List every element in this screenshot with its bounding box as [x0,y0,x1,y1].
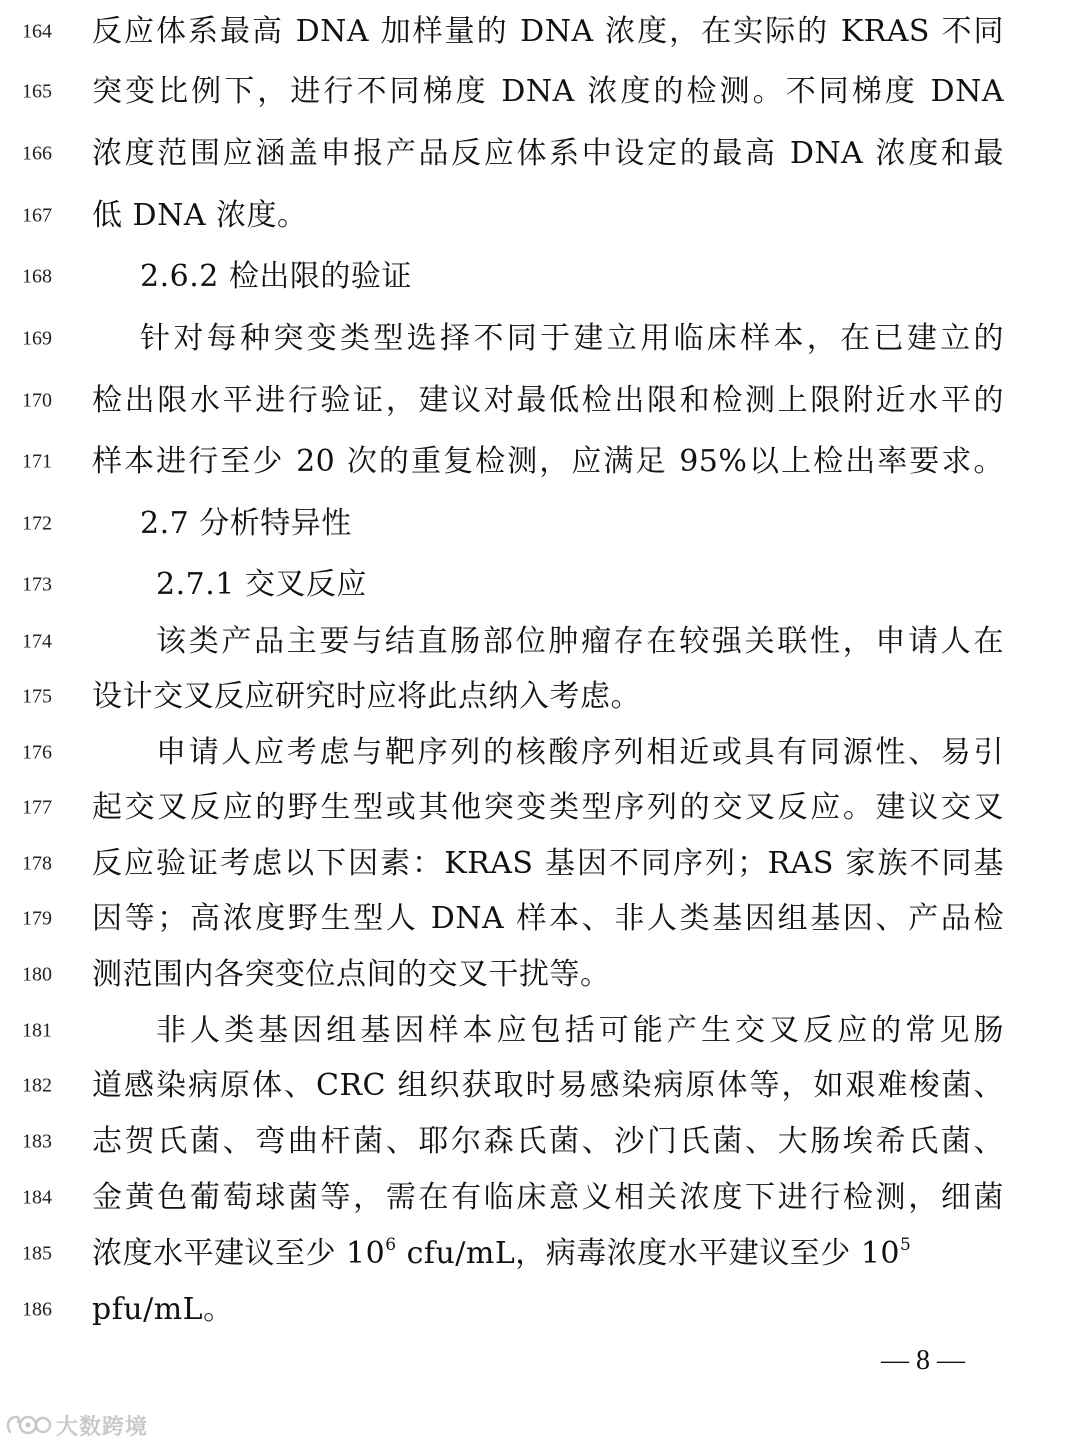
line-number: 180 [22,963,52,986]
text-line [0,4,1080,60]
line-number: 175 [22,685,52,708]
text-line [0,725,1080,781]
line-text: 反应体系最高 DNA 加样量的 DNA 浓度，在实际的 KRAS 不同 [92,14,1004,49]
text-line [0,1226,1080,1282]
line-number: 182 [22,1074,52,1097]
line-text: 志贺氏菌、弯曲杆菌、耶尔森氏菌、沙门氏菌、大肠埃希氏菌、 [92,1124,1004,1159]
section-heading: 2.7 分析特异性 [140,506,352,541]
text-line [0,1170,1080,1226]
line-text [92,1234,1004,1274]
line-number: 164 [22,20,52,43]
text-line [0,64,1080,120]
text-line [0,891,1080,947]
line-text: 样本进行至少 20 次的重复检测，应满足 95%以上检出率要求。 [92,444,1004,479]
line-number: 167 [22,204,52,227]
line-number: 176 [22,741,52,764]
text-line [0,780,1080,836]
section-heading: 2.6.2 检出限的验证 [140,259,412,294]
line-number: 174 [22,630,52,653]
text-line [0,947,1080,1003]
line-text: 金黄色葡萄球菌等，需在有临床意义相关浓度下进行检测，细菌 [92,1180,1004,1215]
text-line [0,434,1080,490]
text-line [0,1114,1080,1170]
text-line [0,311,1080,367]
line-number: 177 [22,796,52,819]
line-text: 起交叉反应的野生型或其他突变类型序列的交叉反应。建议交叉 [92,790,1004,825]
line-number: 170 [22,389,52,412]
line-number: 166 [22,142,52,165]
line-text: 因等；高浓度野生型人 DNA 样本、非人类基因组基因、产品检 [92,901,1004,936]
text-line [0,373,1080,429]
line-text: pfu/mL。 [92,1292,234,1327]
line-number: 173 [22,573,52,596]
text-line [0,614,1080,670]
line-number: 179 [22,907,52,930]
line-text: 测范围内各突变位点间的交叉干扰等。 [92,957,611,992]
text-line [0,1282,1080,1338]
line-text: 设计交叉反应研究时应将此点纳入考虑。 [92,679,641,714]
line-text: 申请人应考虑与靶序列的核酸序列相近或具有同源性、易引 [156,735,1004,770]
line-text: 该类产品主要与结直肠部位肿瘤存在较强关联性，申请人在 [156,624,1004,659]
watermark [4,1408,148,1442]
line-number: 184 [22,1186,52,1209]
text-line [0,188,1080,244]
line-number: 171 [22,450,52,473]
line-number: 165 [22,80,52,103]
section-heading: 2.7.1 交叉反应 [156,567,367,602]
text-line [0,557,1080,613]
text-line [0,496,1080,552]
line-number: 181 [22,1019,52,1042]
text-line [0,126,1080,182]
line-number: 169 [22,327,52,350]
line-text: 浓度范围应涵盖申报产品反应体系中设定的最高 DNA 浓度和最 [92,136,1004,171]
text-line [0,1003,1080,1059]
line-text: 反应验证考虑以下因素：KRAS 基因不同序列；RAS 家族不同基 [92,846,1004,881]
line-text: 针对每种突变类型选择不同于建立用临床样本，在已建立的 [140,321,1004,356]
line-number: 178 [22,852,52,875]
watermark-logo-icon [4,1412,52,1438]
line-text-part: 浓度水平建议至少 10 [92,1236,386,1271]
superscript: 5 [900,1235,912,1255]
text-line [0,836,1080,892]
line-number: 172 [22,512,52,535]
line-text: 低 DNA 浓度。 [92,198,308,233]
line-number: 185 [22,1242,52,1265]
page-number: — 8 — [881,1345,965,1376]
line-number: 183 [22,1130,52,1153]
line-number: 186 [22,1298,52,1321]
superscript: 6 [385,1235,397,1255]
text-line [0,1058,1080,1114]
text-line [0,249,1080,305]
line-text: 检出限水平进行验证，建议对最低检出限和检测上限附近水平的 [92,383,1004,418]
line-number: 168 [22,265,52,288]
line-text: 非人类基因组基因样本应包括可能产生交叉反应的常见肠 [156,1013,1004,1048]
line-text-part: cfu/mL，病毒浓度水平建议至少 10 [396,1236,900,1271]
watermark-text: 大数跨境 [56,1414,149,1440]
line-text: 突变比例下，进行不同梯度 DNA 浓度的检测。不同梯度 DNA [92,74,1004,109]
text-line [0,669,1080,725]
line-text: 道感染病原体、CRC 组织获取时易感染病原体等，如艰难梭菌、 [92,1068,1004,1103]
